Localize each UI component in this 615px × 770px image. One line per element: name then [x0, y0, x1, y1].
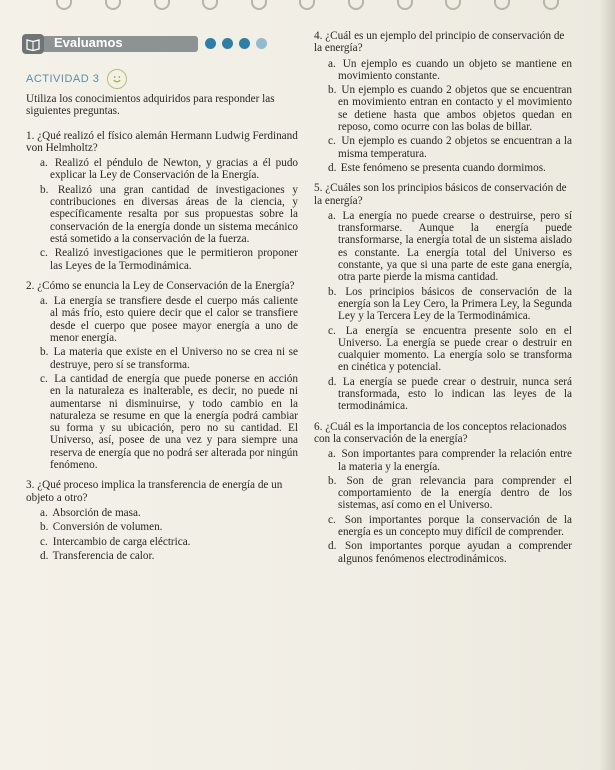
option-d: [36, 550, 298, 562]
text: Los principios básicos de conservación de la energía son la Ley Cero, la Primera Ley, la Segunda Ley y la Tercera Ley de la Termodinámica.: [338, 285, 573, 323]
progress-dot: [205, 38, 216, 49]
question-number: 3.: [26, 479, 35, 492]
text: ¿Qué proceso implica la transferencia de energía de un objeto a otro?: [26, 479, 283, 504]
text: La energía se puede crear o destruir, nunca será transformada, esto lo indican las leyes de la termodinámica.: [338, 375, 573, 413]
option-letter: c.: [328, 324, 336, 337]
option-letter: c.: [40, 247, 48, 260]
option-letter: c.: [40, 372, 48, 385]
option-letter: d.: [328, 540, 337, 553]
smile-icon: [107, 69, 127, 89]
option-b: [36, 521, 298, 533]
binding-ring: [56, 0, 72, 10]
text: Son de gran relevancia para comprender el comportamiento de la energía dentro de los sistemas, así como en el Universo.: [338, 474, 572, 512]
option-a: [324, 210, 572, 284]
option-a: [324, 448, 572, 473]
text: ¿Cómo se enuncia la Ley de Conservación de la Energía?: [37, 279, 295, 292]
binding-ring: [202, 0, 218, 10]
left-column: [26, 93, 298, 570]
option-b: [324, 84, 572, 133]
option-a: [36, 157, 298, 182]
option-letter: a.: [40, 295, 48, 308]
book-icon: [22, 34, 44, 54]
text: Un ejemplo es cuando un objeto se mantiene en movimiento constante.: [338, 57, 573, 82]
question-4: [314, 30, 572, 174]
text: Un ejemplo es cuando 2 objetos que se encuentran en movimiento entran en contacto y el movimiento se detiene hasta que ambos objetos quedan en reposo, como ocurre con las bolas de billar.: [338, 84, 572, 134]
option-c: [36, 247, 298, 272]
question-3: [26, 479, 298, 562]
progress-dots: [205, 38, 267, 49]
option-letter: a.: [328, 209, 336, 222]
option-b: [324, 286, 572, 323]
binding-ring: [543, 0, 559, 10]
text: ¿Qué realizó el físico alemán Hermann Ludwig Ferdinand von Helmholtz?: [26, 129, 298, 154]
question-2: [26, 280, 298, 471]
text: ¿Cuál es la importancia de los conceptos relacionados con la conservación de la energía?: [314, 420, 567, 445]
option-letter: c.: [328, 513, 336, 526]
text: Un ejemplo es cuando 2 objetos se encuentran a la misma temperatura.: [338, 135, 573, 160]
text: Realizó una gran cantidad de investigaciones y contribuciones en diversas áreas de la ciencia, y específicamente resalta por sus propuestas sobre la conservación de la energía donde un sistema mecánico está sometido a la conservación de la fuerza.: [50, 183, 298, 245]
option-letter: b.: [328, 84, 337, 97]
option-letter: a.: [40, 157, 48, 170]
option-a: [324, 58, 572, 83]
right-column: [314, 30, 572, 573]
text: La energía se encuentra presente solo en el Universo. La energía se puede crear o destruir en cualquier momento. La energía solo se transforma en cinética y potencial.: [338, 324, 572, 374]
text: La materia que existe en el Universo no se crea ni se destruye, pero sí se transforma.: [50, 346, 299, 371]
option-d: [324, 540, 572, 565]
binding-ring: [397, 0, 413, 10]
text: Absorción de masa.: [52, 506, 141, 519]
text: ¿Cuál es un ejemplo del principio de conservación de la energía?: [314, 30, 565, 55]
option-letter: b.: [328, 285, 337, 298]
section-header: [22, 34, 304, 54]
question-number: 1.: [26, 129, 35, 142]
binding-ring: [105, 0, 121, 10]
binding-ring: [494, 0, 510, 10]
text: Transferencia de calor.: [52, 549, 155, 562]
text: ¿Cuáles son los principios básicos de conservación de la energía?: [314, 182, 567, 207]
text: Son importantes porque la conservación de la energía es un concepto muy difícil de comprender.: [338, 513, 572, 538]
instructions: Utiliza los conocimientos adquiridos para responder las siguientes preguntas.: [26, 93, 275, 118]
option-b: [36, 346, 298, 371]
activity-label: [26, 69, 127, 89]
text: Son importantes para comprender la relación entre la materia y la energía.: [338, 448, 572, 473]
binding-ring: [299, 0, 315, 10]
question-6: [314, 421, 572, 565]
question-text: [26, 280, 298, 292]
option-letter: d.: [40, 549, 49, 562]
activity-title: ACTIVIDAD 3: [26, 73, 100, 85]
option-letter: b.: [328, 474, 337, 487]
spiral-binding: [0, 0, 615, 20]
question-text: [314, 30, 572, 55]
option-letter: d.: [328, 161, 337, 174]
question-number: 6.: [314, 420, 323, 433]
option-a: [36, 507, 298, 519]
text: Conversión de volumen.: [52, 521, 163, 534]
option-letter: c.: [40, 535, 48, 548]
binding-ring: [251, 0, 267, 10]
question-text: [314, 182, 572, 207]
option-letter: b.: [40, 183, 49, 196]
progress-dot: [256, 38, 267, 49]
option-letter: a.: [328, 448, 336, 461]
option-letter: a.: [40, 506, 48, 519]
question-number: 4.: [314, 30, 323, 42]
binding-ring: [348, 0, 364, 10]
text: Realizó investigaciones que le permitieron proponer las Leyes de la Termodinámica.: [50, 247, 299, 272]
option-letter: b.: [40, 346, 49, 359]
text: La energía no puede crearse o destruirse, pero sí transformarse. Aunque la energía puede transformarse, la energía total de un sistema aislado es constante. La energía total del Universo es constante, ya que si una parte de este gana energía, otra parte pierde la misma cantidad.: [338, 209, 573, 284]
option-d: [324, 376, 572, 413]
question-1: [26, 130, 298, 272]
progress-dot: [222, 38, 233, 49]
binding-ring: [154, 0, 170, 10]
progress-dot: [239, 38, 250, 49]
option-c: [324, 514, 572, 539]
option-c: [324, 135, 572, 160]
option-letter: a.: [328, 57, 336, 70]
question-number: 2.: [26, 279, 35, 292]
option-c: [36, 536, 298, 548]
page-edge-shadow: [599, 0, 615, 770]
text: Este fenómeno se presenta cuando dormimos.: [340, 161, 546, 174]
question-5: [314, 182, 572, 412]
question-number: 5.: [314, 182, 323, 195]
text: Realizó el péndulo de Newton, y gracias a él pudo explicar la Ley de Conservación de la Energía.: [50, 157, 299, 182]
option-letter: c.: [328, 135, 336, 148]
section-title: Evaluamos: [54, 35, 123, 50]
text: La cantidad de energía que puede ponerse en acción en la naturaleza es inalterable, es decir, no puede ni aumentarse ni disminuirse, y todo cambio en la naturaleza se resume en que la energía podrá cambiar su forma y su ubicación, pero no su cantidad. El Universo, así, posee de una vez y para siempre una reserva de energía que no podrá ser alterada por ningún fenómeno.: [50, 372, 298, 472]
text: Son importantes porque ayudan a comprender algunos fenómenos electrodinámicos.: [338, 540, 572, 565]
option-letter: d.: [328, 375, 337, 388]
option-c: [324, 325, 572, 374]
question-text: [26, 130, 298, 155]
option-letter: b.: [40, 521, 49, 534]
option-b: [36, 184, 298, 245]
question-text: [26, 479, 298, 504]
option-c: [36, 373, 298, 471]
text: La energía se transfiere desde el cuerpo más caliente al más frío, esto quiere decir que el calor se transfiere desde el cuerpo que posee mayor energía a uno de menor energía.: [50, 295, 298, 345]
binding-ring: [445, 0, 461, 10]
question-text: [314, 421, 572, 446]
option-a: [36, 295, 298, 344]
text: Intercambio de carga eléctrica.: [52, 535, 191, 548]
option-b: [324, 475, 572, 512]
option-d: [324, 162, 572, 174]
